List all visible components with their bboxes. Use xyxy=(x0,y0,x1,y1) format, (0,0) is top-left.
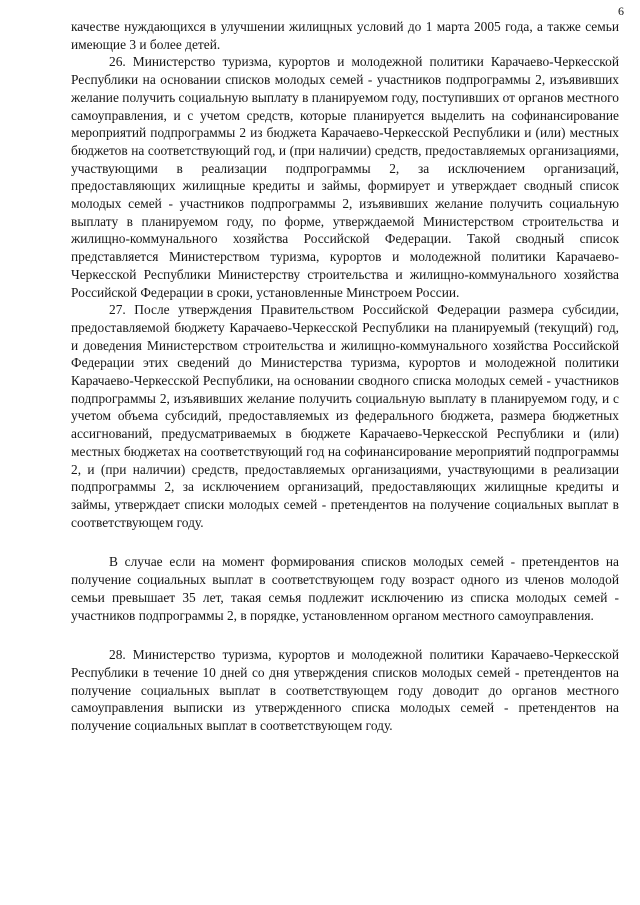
spacer xyxy=(71,624,619,646)
spacer xyxy=(71,531,619,553)
paragraph-28: 28. Министерство туризма, курортов и молодежной политики Карачаево-Черкесской Республики в течение 10 дней со дня утверждения списков молодых семей - претендентов на получение социальных выплат в соответствующем году доводит до органов местного самоуправления выписки из утвержденного списка молодых семей - претендентов на получение социальных выплат в соответствующем году. xyxy=(71,647,619,734)
page-number: 6 xyxy=(618,4,624,18)
document-body xyxy=(71,18,619,735)
paragraph-age-exclusion: В случае если на момент формирования списков молодых семей - претендентов на получение социальных выплат в соответствующем году возраст одного из членов молодой семьи превышает 35 лет, такая семья подлежит исключению из списка молодых семей - участников подпрограммы 2, в порядке, установленном органом местного самоуправления. xyxy=(71,554,619,623)
paragraph-27: 27. После утверждения Правительством Российской Федерации размера субсидии, предоставляемой бюджету Карачаево-Черкесской Республики на планируемый (текущий) год, и доведения Министерством строительства и жилищно-коммунального хозяйства Российской Федерации этих сведений до Министерства туризма, курортов и молодежной политики Карачаево-Черкесской Республики, на основании сводного списка молодых семей - участников подпрограммы 2, изъявивших желание получить социальную выплату в планируемом году, и с учетом объема субсидий, предоставляемых из федерального бюджета, размера бюджетных ассигнований, предусматриваемых в бюджете Карачаево-Черкесской Республики и (или) местных бюджетах на соответствующий год на софинансирование мероприятий подпрограммы 2, и (при наличии) средств, предоставляемых организациями, участвующими в реализации подпрограммы 2, за исключением организаций, предоставляющих жилищные кредиты и займы, утверждает списки молодых семей - претендентов на получение социальных выплат в соответствующем году. xyxy=(71,302,619,530)
paragraph-26: 26. Министерство туризма, курортов и молодежной политики Карачаево-Черкесской Республики на основании списков молодых семей - участников подпрограммы 2, изъявивших желание получить социальную выплату в планируемом году, поступивших от органов местного самоуправления, и с учетом средств, которые планируется выделить на софинансирование мероприятий подпрограммы 2 из бюджета Карачаево-Черкесской Республики и (или) местных бюджетов на соответствующий год, и (при наличии) средств, предоставляемых организациями, участвующими в реализации подпрограммы 2, за исключением организаций, предоставляющих жилищные кредиты и займы, формирует и утверждает сводный список молодых семей - участников подпрограммы 2, изъявивших желание получить социальную выплату в планируемом году, по форме, утверждаемой Министерством строительства и жилищно-коммунального хозяйства Российской Федерации. Такой сводный список представляется Министерством туризма, курортов и молодежной политики Карачаево-Черкесской Республики Министерству строительства и жилищно-коммунального хозяйства Российской Федерации в сроки, установленные Минстроем России. xyxy=(71,54,619,300)
paragraph-continuation: качестве нуждающихся в улучшении жилищных условий до 1 марта 2005 года, а также семьи имеющие 3 и более детей. xyxy=(71,19,619,52)
